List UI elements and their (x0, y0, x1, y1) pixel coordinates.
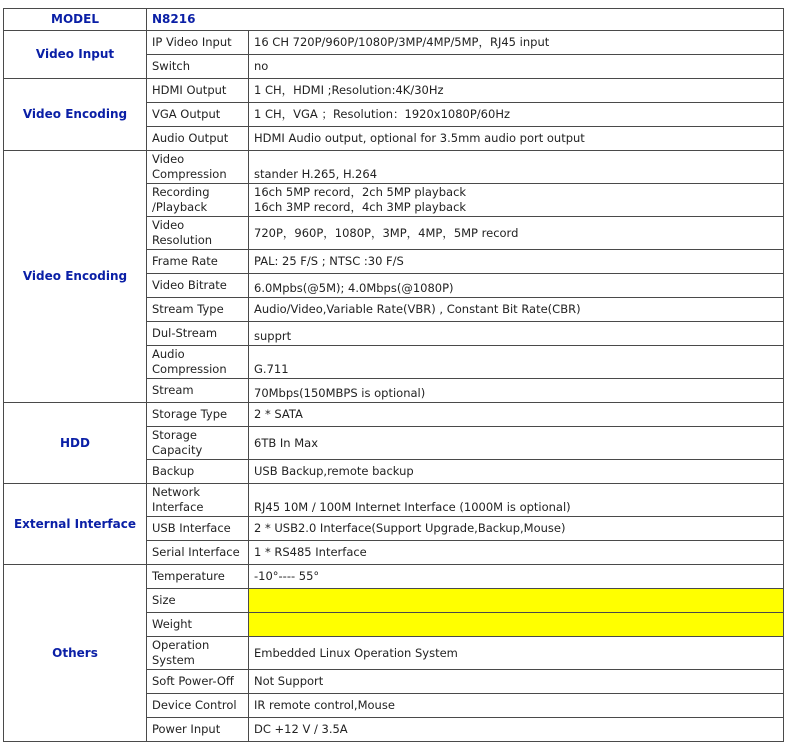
feature-value-line: 6.0Mpbs(@5M); 4.0Mbps(@1080P) (254, 281, 454, 295)
feature-label-line: VGA Output (152, 107, 221, 121)
feature-value-line: DC +12 V / 3.5A (254, 722, 348, 736)
feature-label-line: Storage Type (152, 407, 228, 421)
feature-value (249, 379, 784, 403)
section-category: Others (4, 565, 147, 742)
feature-label (147, 322, 249, 346)
feature-label-line: Serial Interface (152, 545, 240, 559)
feature-value (249, 79, 784, 103)
feature-label (147, 403, 249, 427)
feature-label-line: Video (152, 218, 185, 232)
feature-value (249, 565, 784, 589)
spec-row (4, 151, 784, 184)
feature-value-line: 2 * USB2.0 Interface(Support Upgrade,Backup,Mouse) (254, 521, 566, 535)
feature-label (147, 127, 249, 151)
feature-label (147, 460, 249, 484)
feature-label (147, 670, 249, 694)
feature-label-line: /Playback (152, 200, 208, 214)
feature-label-line: Stream (152, 383, 194, 397)
feature-value-line: 720P，960P，1080P，3MP，4MP，5MP record (254, 225, 519, 240)
feature-label-line: Video (152, 152, 185, 166)
feature-label (147, 298, 249, 322)
feature-value-line: supprt (254, 329, 292, 343)
feature-value (249, 55, 784, 79)
feature-value-line: no (254, 59, 269, 73)
feature-value (249, 184, 784, 217)
feature-label (147, 637, 249, 670)
feature-value (249, 217, 784, 250)
feature-label (147, 79, 249, 103)
feature-label (147, 565, 249, 589)
feature-label-line: Operation (152, 638, 210, 652)
feature-label-line: Device Control (152, 698, 237, 712)
feature-label (147, 517, 249, 541)
feature-label-line: Resolution (152, 233, 213, 247)
feature-label (147, 484, 249, 517)
spec-row (4, 484, 784, 517)
feature-label (147, 346, 249, 379)
feature-value (249, 151, 784, 184)
spec-row (4, 565, 784, 589)
feature-label-line: HDMI Output (152, 83, 227, 97)
model-row (4, 9, 784, 31)
feature-label (147, 55, 249, 79)
feature-label (147, 217, 249, 250)
feature-label (147, 541, 249, 565)
feature-value-line: 16ch 3MP record，4ch 3MP playback (254, 200, 467, 214)
feature-value-line: 70Mbps(150MBPS is optional) (254, 386, 426, 400)
spec-table (3, 8, 784, 742)
feature-label-line: System (152, 653, 195, 667)
feature-value (249, 31, 784, 55)
feature-value (249, 322, 784, 346)
feature-value (249, 274, 784, 298)
feature-value (249, 670, 784, 694)
feature-value-line: 1 CH，VGA ；Resolution：1920x1080P/60Hz (254, 107, 511, 121)
feature-value-highlighted (249, 613, 784, 637)
feature-label-line: Interface (152, 500, 204, 514)
feature-value-highlighted (249, 589, 784, 613)
section-category: External Interface (4, 484, 147, 565)
feature-label-line: Compression (152, 362, 227, 376)
feature-label-line: Audio (152, 347, 185, 361)
feature-value-line: RJ45 10M / 100M Internet Interface (1000M is optional) (254, 500, 571, 514)
feature-label (147, 694, 249, 718)
feature-value-line: Not Support (254, 674, 324, 688)
feature-label (147, 274, 249, 298)
feature-label-line: USB Interface (152, 521, 231, 535)
feature-label-line: Audio Output (152, 131, 229, 145)
spec-row (4, 79, 784, 103)
feature-label-line: Storage (152, 428, 197, 442)
feature-label-line: Video Bitrate (152, 278, 227, 292)
feature-value-line: HDMI Audio output, optional for 3.5mm audio port output (254, 131, 585, 145)
feature-value (249, 484, 784, 517)
feature-value-line: IR remote control,Mouse (254, 698, 395, 712)
feature-label-line: Dul-Stream (152, 326, 218, 340)
feature-label (147, 427, 249, 460)
spec-table-body (4, 9, 784, 742)
feature-label-line: Stream Type (152, 302, 224, 316)
feature-value (249, 346, 784, 379)
feature-label (147, 613, 249, 637)
feature-label-line: Power Input (152, 722, 221, 736)
feature-value (249, 298, 784, 322)
section-category: Video Encoding (4, 151, 147, 403)
feature-label-line: Frame Rate (152, 254, 218, 268)
feature-label-line: IP Video Input (152, 35, 232, 49)
feature-value (249, 427, 784, 460)
feature-label (147, 151, 249, 184)
feature-label (147, 379, 249, 403)
feature-label-line: Switch (152, 59, 191, 73)
feature-value (249, 718, 784, 742)
feature-value-line: 16ch 5MP record，2ch 5MP playback (254, 185, 467, 199)
feature-value-line: stander H.265, H.264 (254, 167, 378, 181)
feature-value (249, 460, 784, 484)
feature-value (249, 103, 784, 127)
feature-value-line: G.711 (254, 362, 289, 376)
feature-label-line: Recording (152, 185, 210, 199)
feature-label-line: Soft Power-Off (152, 674, 234, 688)
feature-label-line: Size (152, 593, 176, 607)
feature-value (249, 637, 784, 670)
feature-value-line: -10°---- 55° (254, 569, 320, 583)
section-category: Video Input (4, 31, 147, 79)
feature-value-line: 1 * RS485 Interface (254, 545, 367, 559)
feature-value-line: Embedded Linux Operation System (254, 645, 458, 660)
feature-value (249, 517, 784, 541)
model-value: N8216 (147, 9, 784, 31)
model-label: MODEL (4, 9, 147, 31)
feature-value-line: 6TB In Max (254, 435, 318, 450)
feature-value-line: Audio/Video,Variable Rate(VBR) , Constant Bit Rate(CBR) (254, 302, 581, 316)
feature-value-line: 2 * SATA (254, 407, 303, 421)
feature-label (147, 589, 249, 613)
feature-value-line: 16 CH 720P/960P/1080P/3MP/4MP/5MP，RJ45 input (254, 35, 550, 49)
feature-value-line: PAL: 25 F/S ; NTSC :30 F/S (254, 254, 404, 268)
feature-label-line: Network (152, 485, 201, 499)
feature-label (147, 250, 249, 274)
section-category: Video Encoding (4, 79, 147, 151)
feature-value (249, 541, 784, 565)
feature-label-line: Weight (152, 617, 193, 631)
feature-label (147, 103, 249, 127)
feature-label-line: Capacity (152, 443, 203, 457)
feature-value-line: USB Backup,remote backup (254, 464, 414, 478)
section-category: HDD (4, 403, 147, 484)
feature-value (249, 694, 784, 718)
feature-label (147, 31, 249, 55)
feature-value-line: 1 CH，HDMI ;Resolution:4K/30Hz (254, 83, 444, 97)
spec-row (4, 403, 784, 427)
spec-row (4, 31, 784, 55)
feature-label-line: Temperature (152, 569, 225, 583)
feature-value (249, 250, 784, 274)
feature-label-line: Compression (152, 167, 227, 181)
feature-value (249, 127, 784, 151)
feature-label (147, 718, 249, 742)
feature-value (249, 403, 784, 427)
feature-label-line: Backup (152, 464, 195, 478)
feature-label (147, 184, 249, 217)
